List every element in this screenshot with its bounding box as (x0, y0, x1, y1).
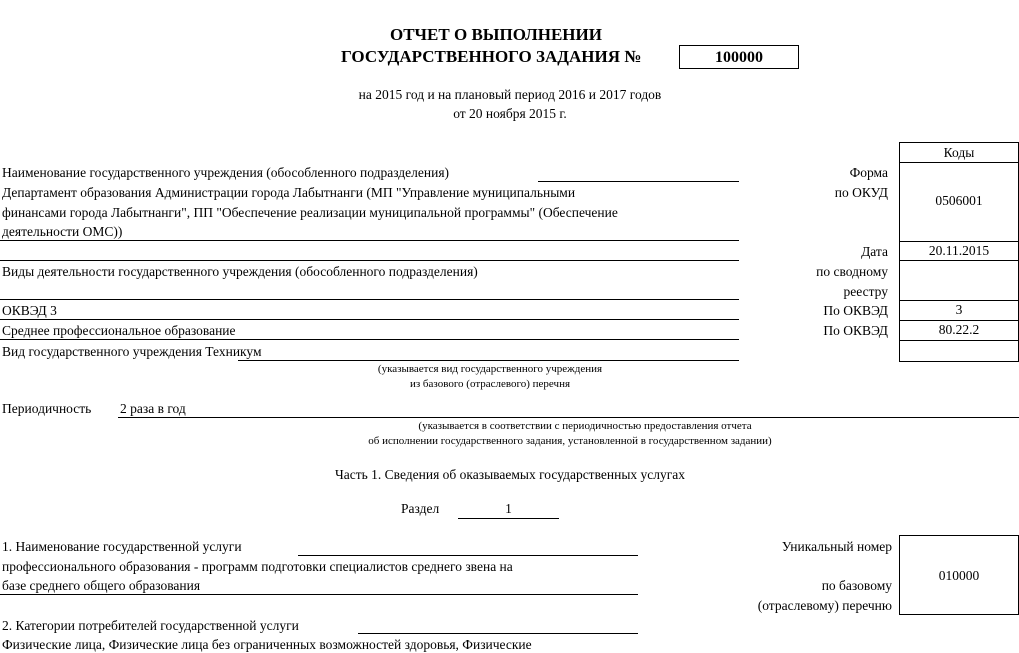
label-forma: Форма (849, 165, 888, 180)
periodicity-note-line2: об исполнении государственного задания, установленной в государственном задании) (368, 435, 772, 447)
label-data: Дата (861, 244, 888, 259)
unique-number-value: 010000 (938, 568, 980, 583)
institution-name-line2: финансами города Лабытнанги", ПП "Обеспечение реализации муниципальной программы" (Обеспечение (2, 205, 618, 220)
code-okud: 0506001 (935, 193, 983, 208)
report-number: 100000 (715, 49, 763, 66)
periodicity-note-line1: (указывается в соответствии с периодичностью предоставления отчета (418, 420, 752, 432)
periodicity-label: Периодичность (2, 401, 92, 416)
code-date: 20.11.2015 (928, 243, 990, 258)
institution-name-line3: деятельности ОМС)) (2, 224, 123, 239)
institution-label: Наименование государственного учреждения (обособленного подразделения) (2, 165, 450, 180)
service-name-line2: базе среднего общего образования (2, 578, 201, 593)
consumers-line1: Физические лица, Физические лица без ограниченных возможностей здоровья, Физические (2, 637, 532, 652)
label-po-okved-2: По ОКВЭД (823, 323, 888, 338)
label-po-okved-1: По ОКВЭД (823, 303, 888, 318)
activity-education: Среднее профессиональное образование (2, 323, 236, 338)
period-line1: на 2015 год и на плановый период 2016 и 2017 годов (358, 87, 662, 102)
service-name-line1: профессионального образования - программ подготовки специалистов среднего звена на (2, 559, 513, 574)
periodicity-value: 2 раза в год (120, 401, 186, 416)
unique-number-box (899, 535, 1019, 615)
report-title-line2: ГОСУДАРСТВЕННОГО ЗАДАНИЯ № (341, 47, 642, 66)
by-base-label: по базовому (821, 578, 892, 593)
institution-type (2, 344, 262, 360)
code-okved-1: 3 (955, 302, 963, 317)
report-title-line1: ОТЧЕТ О ВЫПОЛНЕНИИ (390, 25, 602, 44)
type-note-line2: из базового (отраслевого) перечня (409, 378, 571, 390)
section-value: 1 (505, 501, 512, 516)
activity-okved: ОКВЭД 3 (2, 303, 57, 318)
label-po-svodnomu: по сводному (816, 264, 888, 279)
period-line2: от 20 ноября 2015 г. (453, 106, 567, 121)
consumers-label: 2. Категории потребителей государственной услуги (2, 618, 299, 633)
code-okved-2: 80.22.2 (938, 322, 980, 337)
codes-header: Коды (943, 145, 975, 160)
report-number-box (679, 45, 799, 69)
activities-label: Виды деятельности государственного учреждения (обособленного подразделения) (2, 264, 478, 279)
institution-type-label: Вид государственного учреждения (2, 344, 202, 359)
type-note-line1: (указывается вид государственного учреждения (377, 363, 603, 375)
institution-name-line1: Департамент образования Администрации города Лабытнанги (МП "Управление муниципальными (2, 185, 576, 200)
institution-type-value: Техникум (205, 344, 262, 359)
service-name-label: 1. Наименование государственной услуги (2, 539, 242, 554)
list-label: (отраслевому) перечню (757, 598, 892, 613)
unique-number-label: Уникальный номер (781, 539, 892, 554)
part1-title: Часть 1. Сведения об оказываемых государственных услугах (334, 467, 686, 482)
section-label: Раздел (401, 501, 440, 516)
label-po-okud: по ОКУД (834, 185, 888, 200)
label-reestru: реестру (843, 284, 888, 299)
